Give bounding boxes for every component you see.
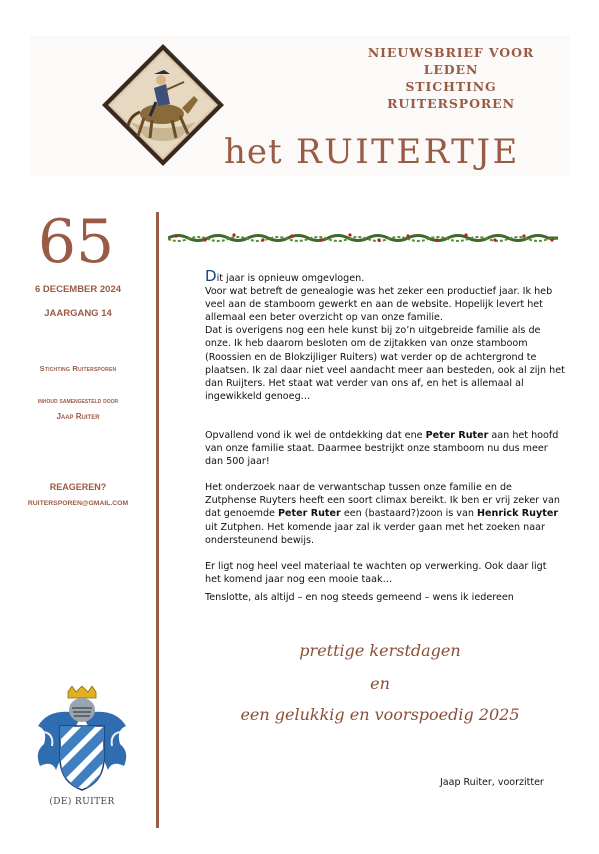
greeting-line-2: en	[370, 674, 390, 693]
discovery-text-a: Opvallend vond ik wel de ontdekking dat ene	[205, 429, 426, 441]
drop-cap: D	[205, 267, 217, 285]
editor-name: Jaap Ruiter	[56, 412, 100, 421]
contact-email[interactable]: RUITERSPOREN@GMAIL.COM	[27, 500, 129, 507]
name-peter-ruter-2: Peter Ruter	[278, 508, 341, 520]
subtitle-line-1: NIEUWSBRIEF VOOR LEDEN	[367, 45, 535, 77]
vertical-divider	[156, 212, 159, 828]
respond-heading: REAGEREN?	[49, 482, 107, 492]
greeting-line-3: een gelukkig en voorspoedig 2025	[240, 705, 520, 724]
crest-label: (DE) RUITER	[49, 797, 115, 807]
organisation-name: Stichting Ruitersporen	[39, 364, 117, 373]
holly-garland-icon	[168, 230, 558, 244]
paragraph-research	[205, 481, 565, 546]
paragraph-wishes: Tenslotte, als altijd – en nog steeds gemeend – wens ik iedereen	[205, 591, 514, 603]
paragraph-genealogy: Voor wat betreft de genealogie was het zeker een productief jaar. Ik heb veel aan de stamboom gewerkt en aan de website. Hopelijk levert het allemaal een beter overzicht op van onze familie.	[205, 286, 553, 324]
research-text-a: Het onderzoek naar de verwantschap tussen onze familie en de Zutphense Ruyters heeft een soort climax bereikt. Ik ben er vrij zeker van dat genoemde	[205, 482, 560, 520]
research-text-c: uit Zutphen. Het komende jaar zal ik verder gaan met het zoeken naar ondersteunend bewijs.	[205, 521, 545, 546]
jaargang: JAARGANG 14	[44, 308, 112, 319]
compiled-by-label: inhoud samengesteld door	[37, 398, 119, 405]
rider-emblem-icon	[100, 42, 226, 168]
greeting-line-1: prettige kerstdagen	[299, 641, 461, 660]
article-body	[205, 267, 565, 604]
newsletter-title	[224, 132, 520, 172]
paragraph-material: Er ligt nog heel veel materiaal te wachten op verwerking. Ook daar ligt het komend jaar nog een mooie taak…	[205, 560, 547, 585]
signature: Jaap Ruiter, voorzitter	[440, 777, 544, 788]
issue-number: 65	[37, 207, 115, 277]
intro-text: it jaar is opnieuw omgevlogen.	[216, 273, 365, 284]
name-peter-ruter: Peter Ruter	[425, 429, 489, 441]
paragraph-sidebranches: Dat is overigens nog een hele kunst bij zo’n uitgebreide familie als de onze. Ik heb daarom besloten om de zijtakken van onze stamboom (Roossien en de Blokzijliger Ruiters) wat verder op de achtergrond te plaatsen. Ik zal daar niet veel aandacht meer aan besteden, ook al zijn het dan Ruijters. Het staat wat verder van ons af, en het is allemaal al ingewikkeld genoeg…	[205, 325, 565, 402]
subtitle-line-2: STICHTING RUITERSPOREN	[387, 79, 515, 111]
paragraph-intro	[205, 267, 565, 285]
newsletter-subtitle	[346, 44, 556, 112]
research-text-b: een (bastaard?)zoon is van	[340, 508, 477, 520]
issue-date: 6 DECEMBER 2024	[34, 284, 122, 295]
discovery-text-b: aan het hoofd van onze familie staat. Daarmee bestrijkt onze stamboom nu dus meer dan 500 jaar!	[205, 429, 559, 468]
name-henrick-ruyter: Henrick Ruyter	[477, 508, 559, 520]
coat-of-arms-icon	[30, 686, 134, 796]
paragraph-discovery	[205, 429, 565, 468]
title-ruitertje: RUITERTJE	[296, 132, 520, 172]
title-het: het	[224, 132, 283, 172]
